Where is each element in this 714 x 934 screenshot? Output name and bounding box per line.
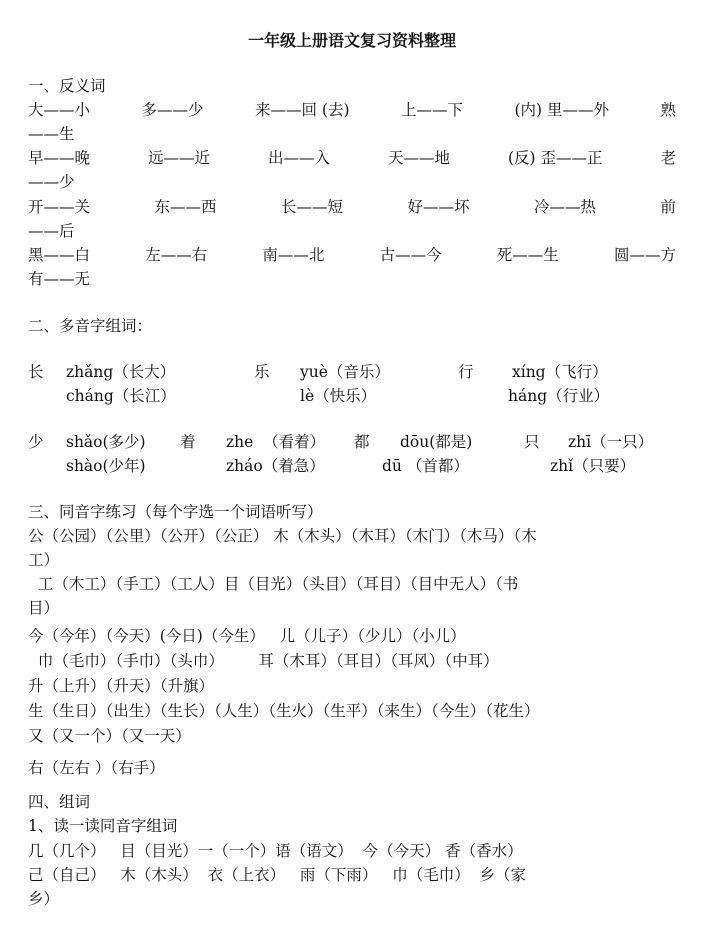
polyphonic-char: 少 [28,433,44,451]
polyphonic-char: 着 [180,433,196,451]
polyphonic-reading: xíng（飞行） [512,363,608,381]
polyphonic-char: 乐 [254,363,270,381]
homophone-line: 公（公园）（公里）（公开）（公正） 木（木头）（木耳）（木门）（木马）（木 [28,527,537,545]
antonym-pair: 黑——白 [28,246,91,264]
polyphonic-reading: lè（快乐） [300,387,377,405]
antonym-row [28,146,676,170]
word-group-line: 己（自己） 木（木头） 衣（上衣） 雨（下雨） 巾（毛巾） 乡（家 [28,866,527,884]
homophone-line: 又（又一个）（又一天） [28,727,191,745]
antonym-pair: (反) 歪——正 [507,149,603,167]
antonym-row-continued: ——少 [28,173,75,191]
section-heading-polyphonic: 二、多音字组词： [28,317,153,335]
polyphonic-reading: zhe （看着） [226,433,326,451]
section-heading-word-groups: 四、组词 [28,793,91,811]
antonym-pair: 南——北 [262,246,325,264]
polyphonic-reading: dū （首都） [382,457,469,475]
homophone-line: 右（左右 ）（右手） [28,759,165,777]
antonym-pair: (内) 里——外 [514,101,609,119]
antonym-pair: 圆——方 [613,246,676,264]
homophone-line: 今（今年）（今天）(今日)（今生） 儿（儿子）（少儿）（小儿） [28,627,466,645]
antonym-pair: 东——西 [154,198,217,216]
polyphonic-char: 只 [524,433,540,451]
document-page [28,0,676,934]
antonym-row-continued: ——生 [28,125,75,143]
antonym-pair: 长——短 [280,198,343,216]
section-heading-antonyms: 一、反义词 [28,77,106,95]
word-group-line: 几（几个） 目（目光）一（一个）语（语文） 今（今天） 香（香水） [28,842,523,860]
polyphonic-reading: yuè（音乐） [300,363,390,381]
homophone-line-continued: 工） [28,551,60,569]
polyphonic-reading: shǎo(多少) [66,433,146,451]
antonym-pair: 大——小 [28,101,91,119]
homophone-line: 工（木工）（手工）（工人）目（目光）（头目）（耳目）（目中无人）（书 [28,575,519,593]
polyphonic-reading: zhǎng（长大） [66,363,176,381]
word-group-line-continued: 乡） [28,890,60,908]
page-title: 一年级上册语文复习资料整理 [247,31,456,50]
antonym-pair: 出——入 [267,149,330,167]
antonym-row [28,243,676,267]
antonym-pair: 好——坏 [407,198,470,216]
antonym-pair: 老 [660,149,676,167]
antonym-row-continued: ——后 [28,222,75,240]
polyphonic-reading: zhǐ（只要） [550,457,636,475]
antonym-pair: 上——下 [400,101,463,119]
antonym-pair: 开——关 [28,198,91,216]
antonym-pair: 来——回 (去) [254,101,350,119]
polyphonic-reading: zhī（一只） [568,433,654,451]
antonym-pair: 冷——热 [533,198,596,216]
antonym-row [28,195,676,219]
polyphonic-reading: háng（行业） [508,387,610,405]
antonym-pair: 多——少 [141,101,204,119]
polyphonic-reading: dōu(都是) [400,433,473,451]
polyphonic-char: 都 [354,433,370,451]
homophone-line-continued: 目） [28,599,60,617]
polyphonic-char: 长 [28,363,44,381]
antonym-pair: 死——生 [496,246,559,264]
antonym-row [28,98,676,122]
antonym-pair: 左——右 [145,246,208,264]
homophone-line: 升（上升）（升天）（升旗） [28,677,215,695]
antonym-pair: 早——晚 [28,149,91,167]
antonym-pair: 古——今 [379,246,442,264]
antonym-pair: 远——近 [147,149,210,167]
section-heading-homophones: 三、同音字练习（每个字选一个词语听写） [28,503,323,521]
polyphonic-reading: shào(少年) [66,457,146,475]
antonym-pair: 熟 [660,101,676,119]
subsection-heading: 1、读一读同音字组词 [28,817,178,835]
polyphonic-reading: cháng（长江） [66,387,176,405]
antonym-row-continued: 有——无 [28,270,91,288]
homophone-line: 巾（毛巾）（手巾）（头巾） 耳（木耳）（耳目）（耳风）（中耳） [28,652,499,670]
antonym-pair: 天——地 [387,149,450,167]
antonym-pair: 前 [660,198,676,216]
homophone-line: 生（生日）（出生）（生长）（人生）（生火）（生平）（来生）（今生）（花生） [28,702,540,720]
polyphonic-reading: zháo（着急） [226,457,325,475]
polyphonic-char: 行 [458,363,474,381]
